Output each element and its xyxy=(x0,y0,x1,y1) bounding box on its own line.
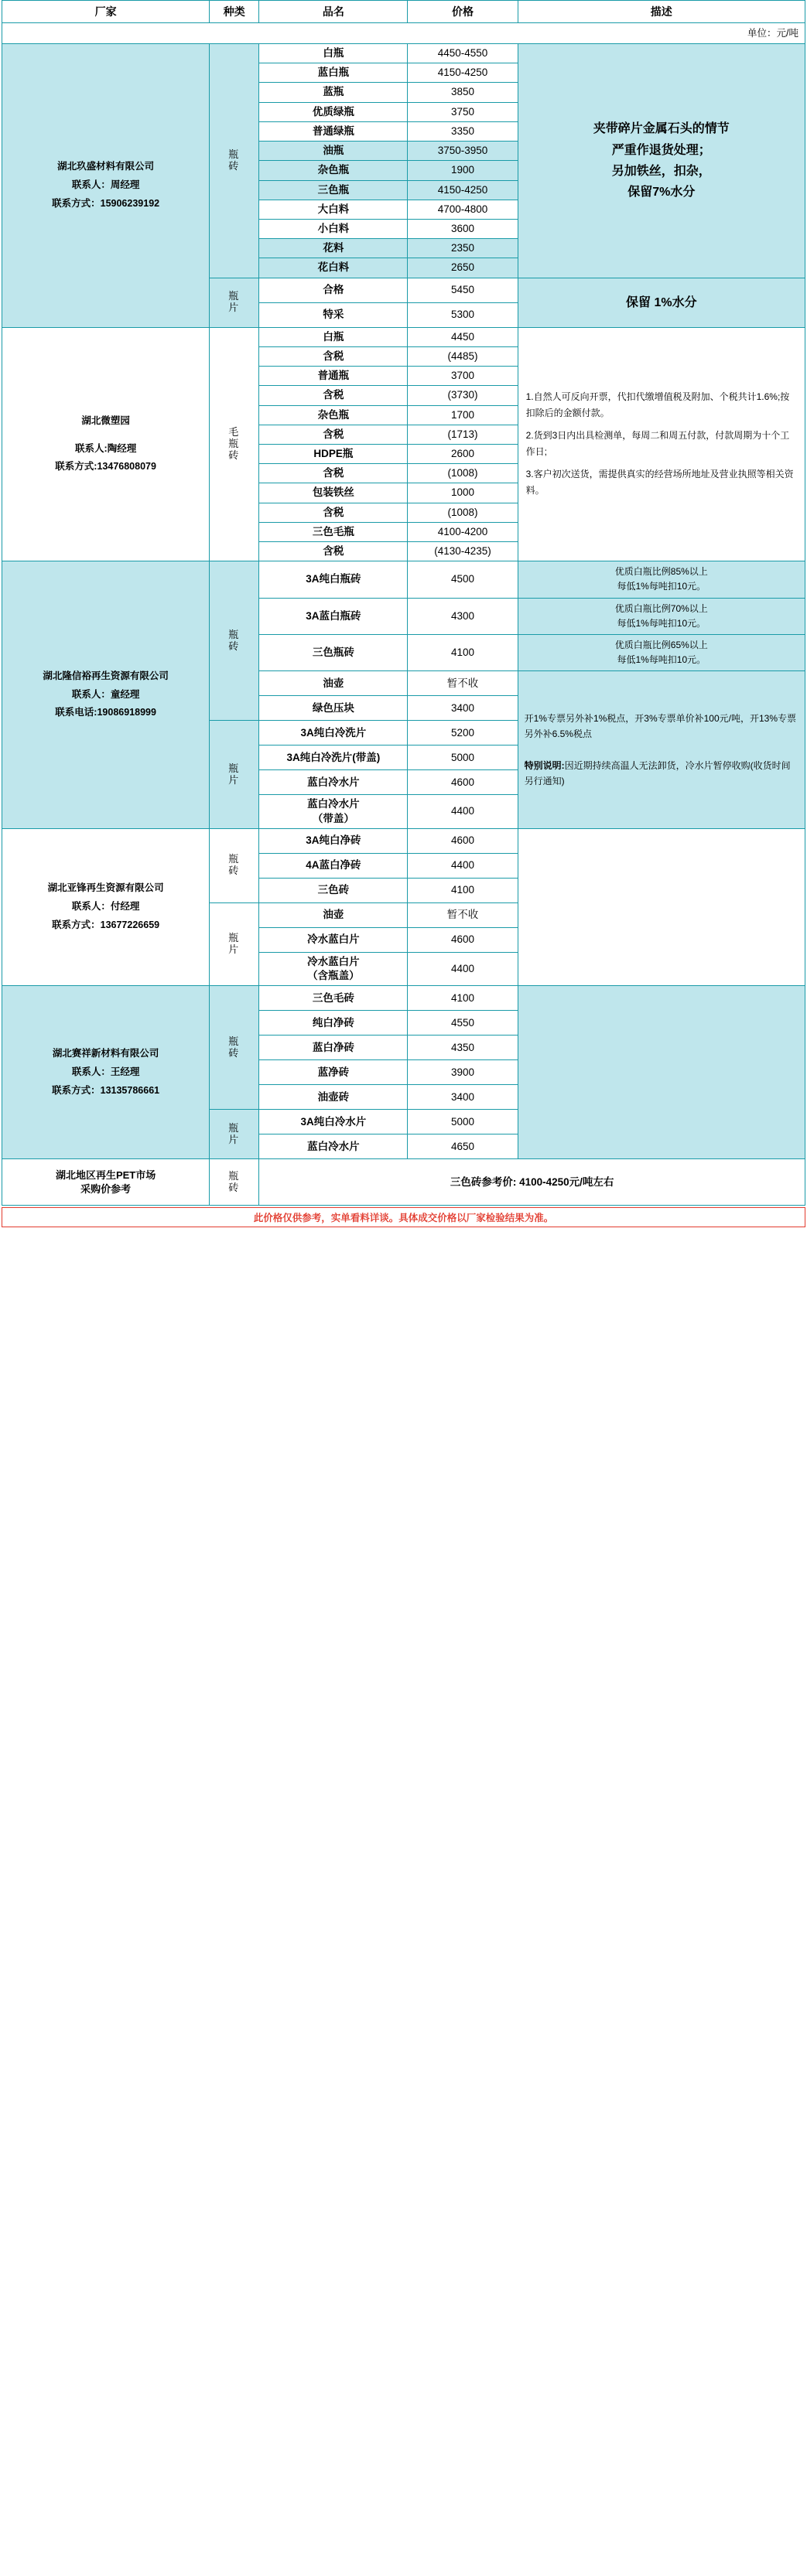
company-info-1 xyxy=(2,327,210,561)
side-note-text-2: 因近期持续高温人无法卸货，冷水片暂停收购(收货时间另行通知) xyxy=(524,759,791,787)
product-price: 4600 xyxy=(408,828,518,853)
col-header-description: 描述 xyxy=(518,1,805,23)
product-price: 4400 xyxy=(408,853,518,878)
summary-category: 瓶 砖 xyxy=(210,1159,259,1206)
col-header-product: 品名 xyxy=(259,1,408,23)
category-label-4-1: 瓶 片 xyxy=(210,1110,259,1159)
item-description: 优质白瓶比例65%以上 每低1%每吨扣10元。 xyxy=(518,635,805,671)
product-name: 油壶 xyxy=(259,671,408,696)
category-label-2-1: 瓶 片 xyxy=(210,721,259,828)
category-label-3-1: 瓶 片 xyxy=(210,902,259,985)
product-price: 4100-4200 xyxy=(408,522,518,541)
product-price: 1700 xyxy=(408,405,518,425)
category-label-0-1: 瓶 片 xyxy=(210,278,259,327)
side-note-text: 开1%专票另外补1%税点，开3%专票单价补100元/吨，开13%专票另外补6.5%税点 xyxy=(524,712,796,739)
product-name: 三色毛瓶 xyxy=(259,522,408,541)
product-price: 4550 xyxy=(408,1011,518,1036)
product-name: 含税 xyxy=(259,503,408,522)
product-name: 含税 xyxy=(259,542,408,561)
product-price: (1713) xyxy=(408,425,518,444)
unit-note: 单位：元/吨 xyxy=(2,23,805,44)
product-price: 4100 xyxy=(408,635,518,671)
product-name: 合格 xyxy=(259,278,408,302)
product-price: 3600 xyxy=(408,219,518,238)
company-contact-phone-3: 联系方式：13677226659 xyxy=(52,919,160,930)
company-side-note-2 xyxy=(518,671,805,828)
product-price: 3700 xyxy=(408,367,518,386)
product-price: 1000 xyxy=(408,483,518,503)
company-contact-person-2: 联系人：童经理 xyxy=(71,688,140,700)
group-description-1-0 xyxy=(518,327,805,561)
product-price: 3750-3950 xyxy=(408,142,518,161)
product-price: 4450 xyxy=(408,327,518,346)
item-description: 优质白瓶比例70%以上 每低1%每吨扣10元。 xyxy=(518,598,805,634)
desc-paragraph: 3.客户初次送货，需提供真实的经营场所地址及营业执照等相关资料。 xyxy=(525,469,794,496)
product-price: 4100 xyxy=(408,986,518,1011)
product-name: 蓝白冷水片 xyxy=(259,770,408,795)
product-name: 蓝白净砖 xyxy=(259,1036,408,1060)
desc-paragraph: 2.货到3日内出具检测单，每周二和周五付款，付款周期为十个工作日; xyxy=(525,430,790,458)
product-name: 3A蓝白瓶砖 xyxy=(259,598,408,634)
product-price: 4100 xyxy=(408,878,518,902)
product-price: 暂不收 xyxy=(408,671,518,696)
group-description-0-1: 保留 1%水分 xyxy=(518,278,805,327)
product-name: 3A纯白冷洗片(带盖) xyxy=(259,746,408,770)
product-price: 4300 xyxy=(408,598,518,634)
product-name: 4A蓝白净砖 xyxy=(259,853,408,878)
product-price: 3750 xyxy=(408,102,518,121)
company-description-4 xyxy=(518,986,805,1159)
product-price: (1008) xyxy=(408,503,518,522)
product-name: 小白料 xyxy=(259,219,408,238)
product-price: 5000 xyxy=(408,1110,518,1134)
category-label-0-0: 瓶 砖 xyxy=(210,44,259,278)
company-contact-phone-2: 联系电话:19086918999 xyxy=(55,707,156,718)
product-price: 4600 xyxy=(408,927,518,952)
company-name-4: 湖北赛祥新材料有限公司 xyxy=(52,1048,159,1059)
product-name: 含税 xyxy=(259,386,408,405)
table-row xyxy=(2,986,805,1011)
product-name: 花料 xyxy=(259,239,408,258)
product-price: 4650 xyxy=(408,1134,518,1159)
col-header-manufacturer: 厂家 xyxy=(2,1,210,23)
category-label-1-0: 毛 瓶 砖 xyxy=(210,327,259,561)
company-contact-person-3: 联系人：付经理 xyxy=(71,901,140,913)
product-price: 4350 xyxy=(408,1036,518,1060)
product-price: 3400 xyxy=(408,1085,518,1110)
footer-note: 此价格仅供参考，实单看料详谈。具体成交价格以厂家检验结果为准。 xyxy=(2,1207,805,1227)
product-name: 特采 xyxy=(259,302,408,327)
product-price: 4400 xyxy=(408,795,518,828)
product-name: 蓝白冷水片 （带盖） xyxy=(259,795,408,828)
product-price: 3400 xyxy=(408,696,518,721)
summary-label: 湖北地区再生PET市场 采购价参考 xyxy=(2,1159,210,1206)
col-header-category: 种类 xyxy=(210,1,259,23)
product-name: 油瓶 xyxy=(259,142,408,161)
product-price: 3350 xyxy=(408,121,518,141)
product-price: 4150-4250 xyxy=(408,63,518,83)
product-name: 纯白净砖 xyxy=(259,1011,408,1036)
product-name: 含税 xyxy=(259,425,408,444)
product-price: 3850 xyxy=(408,83,518,102)
company-contact-person-0: 联系人：周经理 xyxy=(71,179,140,190)
company-contact-phone-4: 联系方式：13135786661 xyxy=(52,1084,160,1096)
product-name: 白瓶 xyxy=(259,327,408,346)
table-row xyxy=(2,327,805,346)
product-name: 普通绿瓶 xyxy=(259,121,408,141)
product-price: 2350 xyxy=(408,239,518,258)
group-description-0-0: 夹带碎片金属石头的情节 严重作退货处理； 另加铁丝，扣杂， 保留7%水分 xyxy=(518,44,805,278)
table-header-row xyxy=(2,1,805,23)
company-name-3: 湖北亚锋再生资源有限公司 xyxy=(47,882,164,894)
category-label-2-0: 瓶 砖 xyxy=(210,561,259,721)
col-header-price: 价格 xyxy=(408,1,518,23)
product-price: (1008) xyxy=(408,464,518,483)
product-name: 杂色瓶 xyxy=(259,405,408,425)
product-name: 油壶 xyxy=(259,902,408,927)
product-price: 暂不收 xyxy=(408,902,518,927)
summary-row xyxy=(2,1159,805,1206)
product-price: 4600 xyxy=(408,770,518,795)
product-price: (4485) xyxy=(408,346,518,366)
company-info-0 xyxy=(2,44,210,328)
company-contact-phone-1: 联系方式:13476808079 xyxy=(55,461,156,473)
product-name: 三色瓶 xyxy=(259,180,408,200)
product-name: 蓝净砖 xyxy=(259,1060,408,1085)
product-name: 3A纯白净砖 xyxy=(259,828,408,853)
product-name: 普通瓶 xyxy=(259,367,408,386)
product-name: 油壶砖 xyxy=(259,1085,408,1110)
product-name: 包装铁丝 xyxy=(259,483,408,503)
product-name: 优质绿瓶 xyxy=(259,102,408,121)
category-label-4-0: 瓶 砖 xyxy=(210,986,259,1110)
product-name: 蓝白冷水片 xyxy=(259,1134,408,1159)
price-table xyxy=(2,0,805,1206)
summary-text: 三色砖参考价: 4100-4250元/吨左右 xyxy=(259,1159,805,1206)
company-name-1: 湖北微塑园 xyxy=(81,415,130,426)
price-sheet xyxy=(0,0,807,1206)
product-price: 4450-4550 xyxy=(408,44,518,63)
company-contact-person-1: 联系人:陶经理 xyxy=(75,442,137,454)
product-name: 冷水蓝白片 （含瓶盖） xyxy=(259,952,408,985)
product-name: 三色毛砖 xyxy=(259,986,408,1011)
product-name: 绿色压块 xyxy=(259,696,408,721)
product-price: 5450 xyxy=(408,278,518,302)
table-row xyxy=(2,561,805,598)
company-contact-phone-0: 联系方式：15906239192 xyxy=(52,197,160,209)
product-name: 3A纯白冷水片 xyxy=(259,1110,408,1134)
product-name: 白瓶 xyxy=(259,44,408,63)
product-price: 4400 xyxy=(408,952,518,985)
product-price: 2650 xyxy=(408,258,518,278)
company-contact-person-4: 联系人：王经理 xyxy=(71,1066,140,1077)
product-price: 1900 xyxy=(408,161,518,180)
side-note-bold-label: 特别说明: xyxy=(524,759,565,771)
item-description: 优质白瓶比例85%以上 每低1%每吨扣10元。 xyxy=(518,561,805,598)
company-name-0: 湖北玖盛材料有限公司 xyxy=(57,161,155,172)
category-label-3-0: 瓶 砖 xyxy=(210,828,259,902)
product-name: 含税 xyxy=(259,346,408,366)
product-name: 三色砖 xyxy=(259,878,408,902)
company-info-3 xyxy=(2,828,210,985)
unit-note-row xyxy=(2,23,805,44)
company-description-3 xyxy=(518,828,805,985)
product-name: 杂色瓶 xyxy=(259,161,408,180)
product-price: (4130-4235) xyxy=(408,542,518,561)
product-name: 3A纯白瓶砖 xyxy=(259,561,408,598)
product-price: 4150-4250 xyxy=(408,180,518,200)
product-price: (3730) xyxy=(408,386,518,405)
product-name: 蓝瓶 xyxy=(259,83,408,102)
product-name: 冷水蓝白片 xyxy=(259,927,408,952)
company-info-2 xyxy=(2,561,210,829)
desc-paragraph: 1.自然人可反向开票，代扣代缴增值税及附加、个税共计1.6%;按扣除后的金额付款。 xyxy=(525,391,790,419)
company-name-2: 湖北隆信裕再生资源有限公司 xyxy=(43,670,169,681)
product-price: 5000 xyxy=(408,746,518,770)
product-name: 含税 xyxy=(259,464,408,483)
product-name: 3A纯白冷洗片 xyxy=(259,721,408,746)
product-name: 三色瓶砖 xyxy=(259,635,408,671)
product-price: 2600 xyxy=(408,444,518,463)
product-price: 4700-4800 xyxy=(408,200,518,219)
product-price: 5300 xyxy=(408,302,518,327)
product-price: 3900 xyxy=(408,1060,518,1085)
product-name: 花白料 xyxy=(259,258,408,278)
product-name: HDPE瓶 xyxy=(259,444,408,463)
company-info-4 xyxy=(2,986,210,1159)
product-price: 4500 xyxy=(408,561,518,598)
product-price: 5200 xyxy=(408,721,518,746)
product-name: 大白料 xyxy=(259,200,408,219)
product-name: 蓝白瓶 xyxy=(259,63,408,83)
table-row xyxy=(2,828,805,853)
table-row xyxy=(2,44,805,63)
